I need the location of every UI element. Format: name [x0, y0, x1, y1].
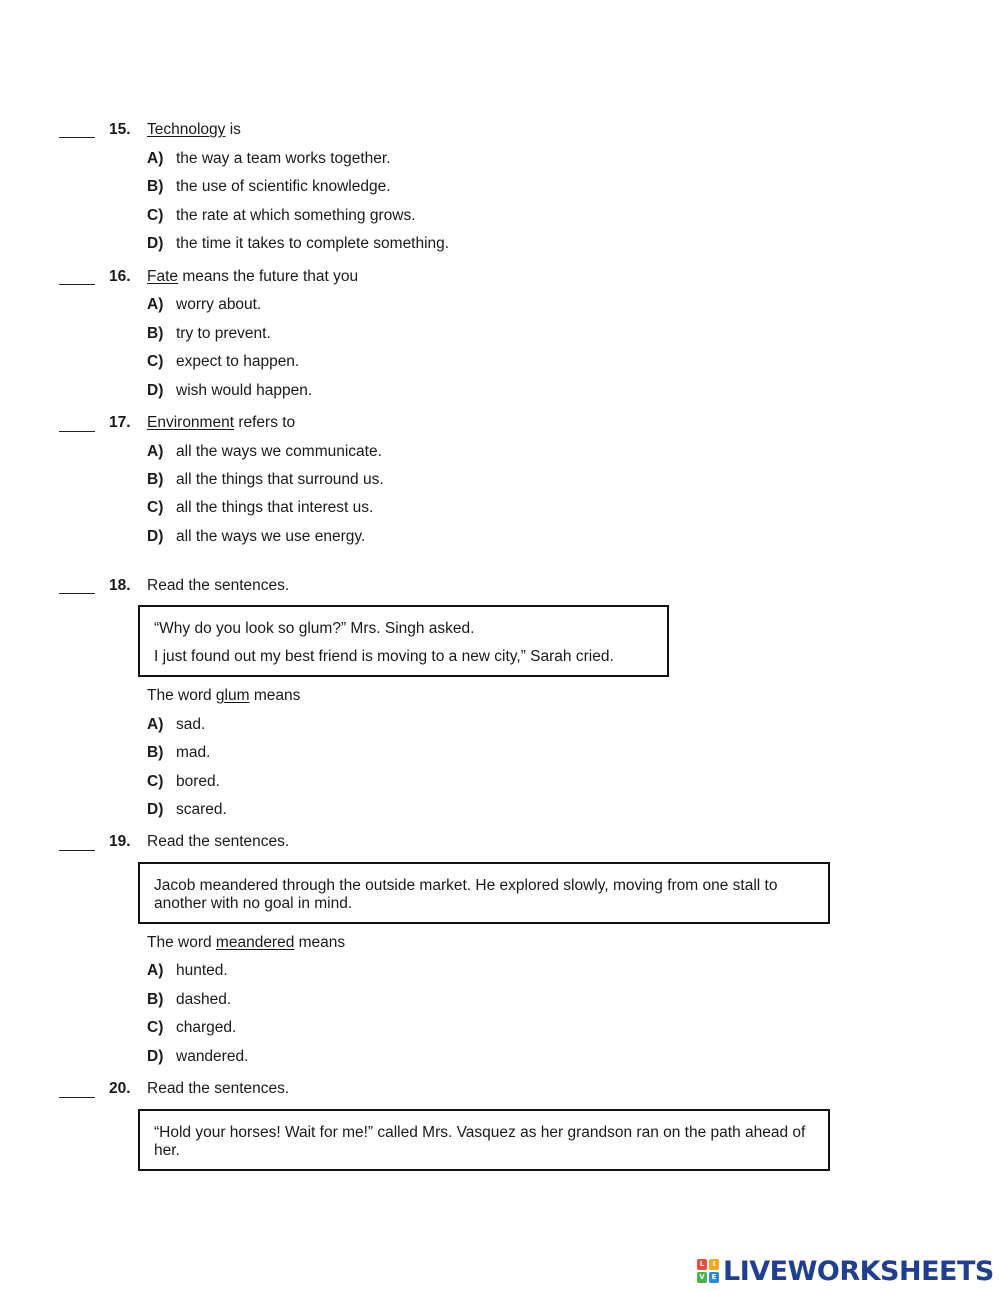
question-prompt [147, 687, 300, 705]
option-text[interactable]: the time it takes to complete something. [176, 235, 450, 252]
option-text[interactable]: the use of scientific knowledge. [176, 178, 391, 195]
logo-block: L [697, 1259, 707, 1270]
question-number: 20. [109, 1080, 131, 1097]
stem-rest: means the future that you [178, 268, 359, 285]
option-text[interactable]: expect to happen. [176, 353, 300, 370]
liveworksheets-logo [697, 1255, 994, 1287]
option-letter: D) [147, 801, 164, 818]
option-text[interactable]: try to prevent. [176, 325, 271, 342]
question-number: 15. [109, 121, 131, 138]
vocab-word: meandered [215, 934, 295, 951]
vocab-word: Environment [147, 414, 235, 431]
option-letter: A) [147, 716, 164, 733]
prompt-rest: means [249, 687, 301, 704]
option-text[interactable]: all the ways we use energy. [176, 528, 366, 545]
logo-block: I [709, 1259, 719, 1270]
passage-line: “Why do you look so glum?” Mrs. Singh asked. [154, 620, 475, 637]
logo-blocks-icon [697, 1259, 719, 1283]
option-text[interactable]: dashed. [176, 991, 232, 1008]
question-stem [147, 121, 241, 139]
option-letter: B) [147, 744, 164, 761]
option-letter: B) [147, 471, 164, 488]
option-letter: C) [147, 353, 164, 370]
option-text[interactable]: hunted. [176, 962, 228, 979]
logo-text: LIVEWORKSHEETS [723, 1255, 994, 1287]
option-letter: C) [147, 499, 164, 516]
question-number: 18. [109, 577, 131, 594]
option-letter: D) [147, 235, 164, 252]
question-number: 19. [109, 833, 131, 850]
option-letter: A) [147, 296, 164, 313]
option-text[interactable]: wandered. [176, 1048, 249, 1065]
option-letter: C) [147, 207, 164, 224]
question-stem [147, 414, 295, 432]
option-letter: B) [147, 991, 164, 1008]
answer-blank[interactable] [59, 593, 95, 594]
option-letter: C) [147, 1019, 164, 1036]
option-letter: A) [147, 962, 164, 979]
question-stem: Read the sentences. [147, 833, 290, 850]
prompt-text: The word [147, 934, 216, 951]
prompt-rest: means [294, 934, 346, 951]
passage-box [138, 605, 669, 677]
question-stem: Read the sentences. [147, 1080, 290, 1097]
passage-box [138, 1109, 830, 1171]
option-text[interactable]: mad. [176, 744, 211, 761]
option-text[interactable]: wish would happen. [176, 382, 313, 399]
vocab-word: glum [215, 687, 250, 704]
stem-rest: is [225, 121, 241, 138]
option-letter: A) [147, 443, 164, 460]
passage-line: I just found out my best friend is moving to a new city,” Sarah cried. [154, 648, 614, 665]
question-number: 17. [109, 414, 131, 431]
option-text[interactable]: the way a team works together. [176, 150, 391, 167]
option-letter: D) [147, 528, 164, 545]
stem-rest: refers to [234, 414, 296, 431]
question-stem [147, 268, 358, 286]
option-text[interactable]: bored. [176, 773, 220, 790]
vocab-word: Technology [147, 121, 226, 138]
vocab-word: Fate [147, 268, 179, 285]
option-text[interactable]: sad. [176, 716, 206, 733]
option-text[interactable]: all the things that interest us. [176, 499, 374, 516]
question-prompt [147, 934, 345, 952]
passage-text: “Hold your horses! Wait for me!” called Mrs. Vasquez as her grandson ran on the path ahead of her. [154, 1124, 806, 1159]
passage-box [138, 862, 830, 924]
logo-block: E [709, 1272, 719, 1283]
option-text[interactable]: all the things that surround us. [176, 471, 384, 488]
answer-blank[interactable] [59, 431, 95, 432]
option-letter: D) [147, 1048, 164, 1065]
option-text[interactable]: scared. [176, 801, 227, 818]
answer-blank[interactable] [59, 850, 95, 851]
question-stem: Read the sentences. [147, 577, 290, 594]
answer-blank[interactable] [59, 137, 95, 138]
option-text[interactable]: worry about. [176, 296, 262, 313]
passage-text: Jacob meandered through the outside market. He explored slowly, moving from one stall to another with no goal in mind. [154, 877, 778, 912]
option-text[interactable]: the rate at which something grows. [176, 207, 416, 224]
logo-block: V [697, 1272, 707, 1283]
answer-blank[interactable] [59, 284, 95, 285]
option-letter: B) [147, 178, 164, 195]
option-text[interactable]: charged. [176, 1019, 237, 1036]
option-letter: B) [147, 325, 164, 342]
option-text[interactable]: all the ways we communicate. [176, 443, 382, 460]
question-number: 16. [109, 268, 131, 285]
option-letter: D) [147, 382, 164, 399]
prompt-text: The word [147, 687, 216, 704]
option-letter: C) [147, 773, 164, 790]
answer-blank[interactable] [59, 1097, 95, 1098]
option-letter: A) [147, 150, 164, 167]
